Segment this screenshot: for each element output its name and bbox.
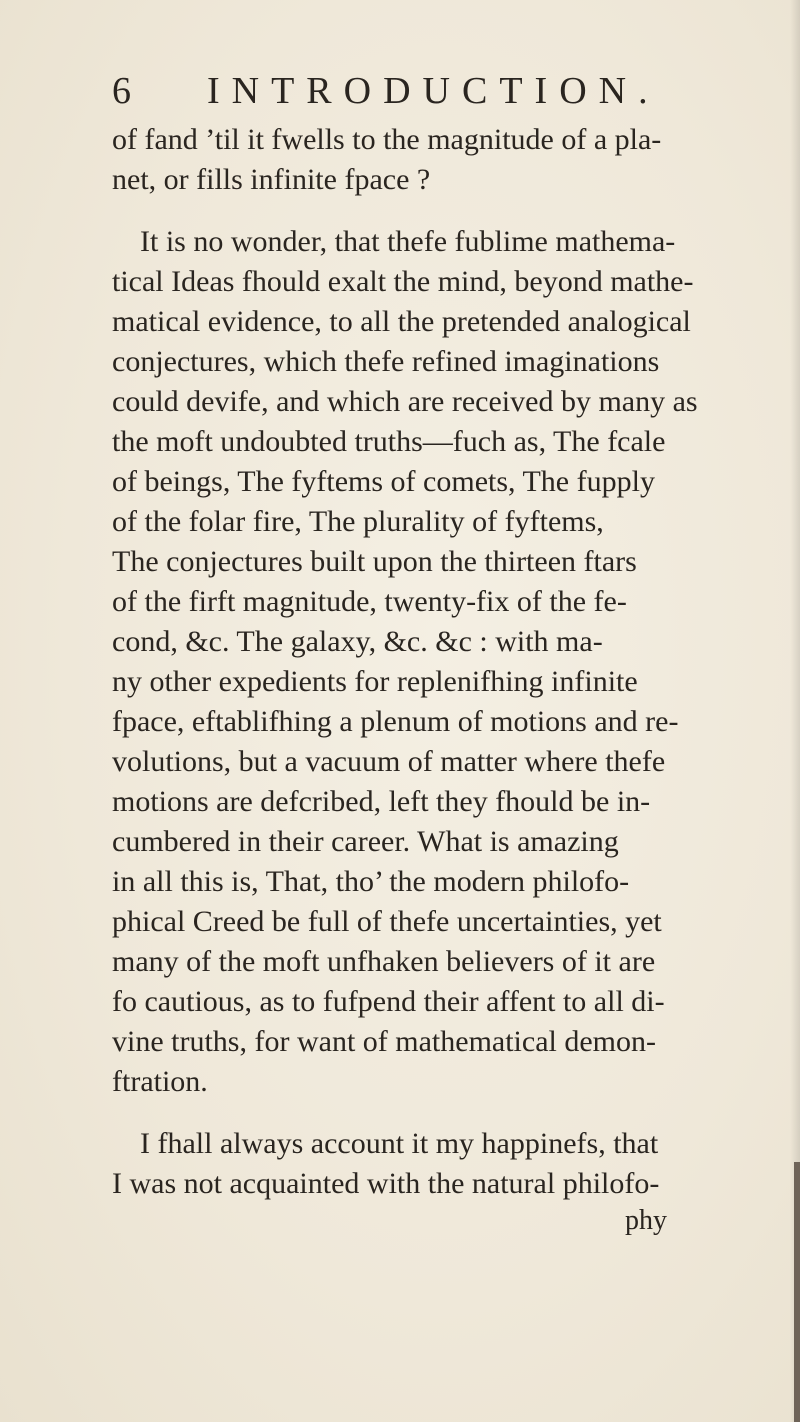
text-line: of the firft magnitude, twenty-fix of the fe- [112, 585, 627, 618]
text-line: cumbered in their career. What is amazing [112, 825, 619, 858]
text-line: The conjectures built upon the thirteen ftars [112, 545, 637, 578]
text-line: net, or fills infinite fpace ? [112, 163, 431, 196]
text-line: conjectures, which thefe refined imaginations [112, 345, 660, 378]
page-edge-binding [794, 1162, 800, 1422]
text-line: the moft undoubted truths—fuch as, The fcale [112, 425, 666, 458]
text-line: of fand ’til it fwells to the magnitude of a pla- [112, 123, 662, 156]
text-line: of beings, The fyftems of comets, The fupply [112, 465, 655, 498]
text-line: many of the moft unfhaken believers of it are [112, 945, 656, 978]
text-line: in all this is, That, tho’ the modern philofo- [112, 865, 630, 898]
catchword: phy [625, 1205, 667, 1236]
running-title: INTRODUCTION. [207, 70, 660, 112]
text-line: I was not acquainted with the natural philofo- [112, 1167, 660, 1200]
text-line: tical Ideas fhould exalt the mind, beyond mathe- [112, 265, 694, 298]
text-line: cond, &c. The galaxy, &c. &c : with ma- [112, 625, 603, 658]
text-line: fo cautious, as to fufpend their affent to all di- [112, 985, 665, 1018]
text-line: vine truths, for want of mathematical demon- [112, 1025, 656, 1058]
text-line: motions are defcribed, left they fhould be in- [112, 785, 651, 818]
text-line: It is no wonder, that thefe fublime mathema- [140, 225, 676, 258]
text-line: could devife, and which are received by many as [112, 385, 698, 418]
page-header [112, 66, 712, 116]
text-line: volutions, but a vacuum of matter where thefe [112, 745, 666, 778]
text-line: of the folar fire, The plurality of fyftems, [112, 505, 604, 538]
text-line: ftration. [112, 1065, 208, 1098]
text-line: fpace, eftablifhing a plenum of motions and re- [112, 705, 679, 738]
body-text [112, 120, 702, 1238]
text-line: phical Creed be full of thefe uncertainties, yet [112, 905, 662, 938]
text-line: I fhall always account it my happinefs, that [140, 1127, 659, 1160]
page-number: 6 [112, 70, 131, 112]
text-line: ny other expedients for replenifhing infinite [112, 665, 638, 698]
text-line: matical evidence, to all the pretended analogical [112, 305, 691, 338]
